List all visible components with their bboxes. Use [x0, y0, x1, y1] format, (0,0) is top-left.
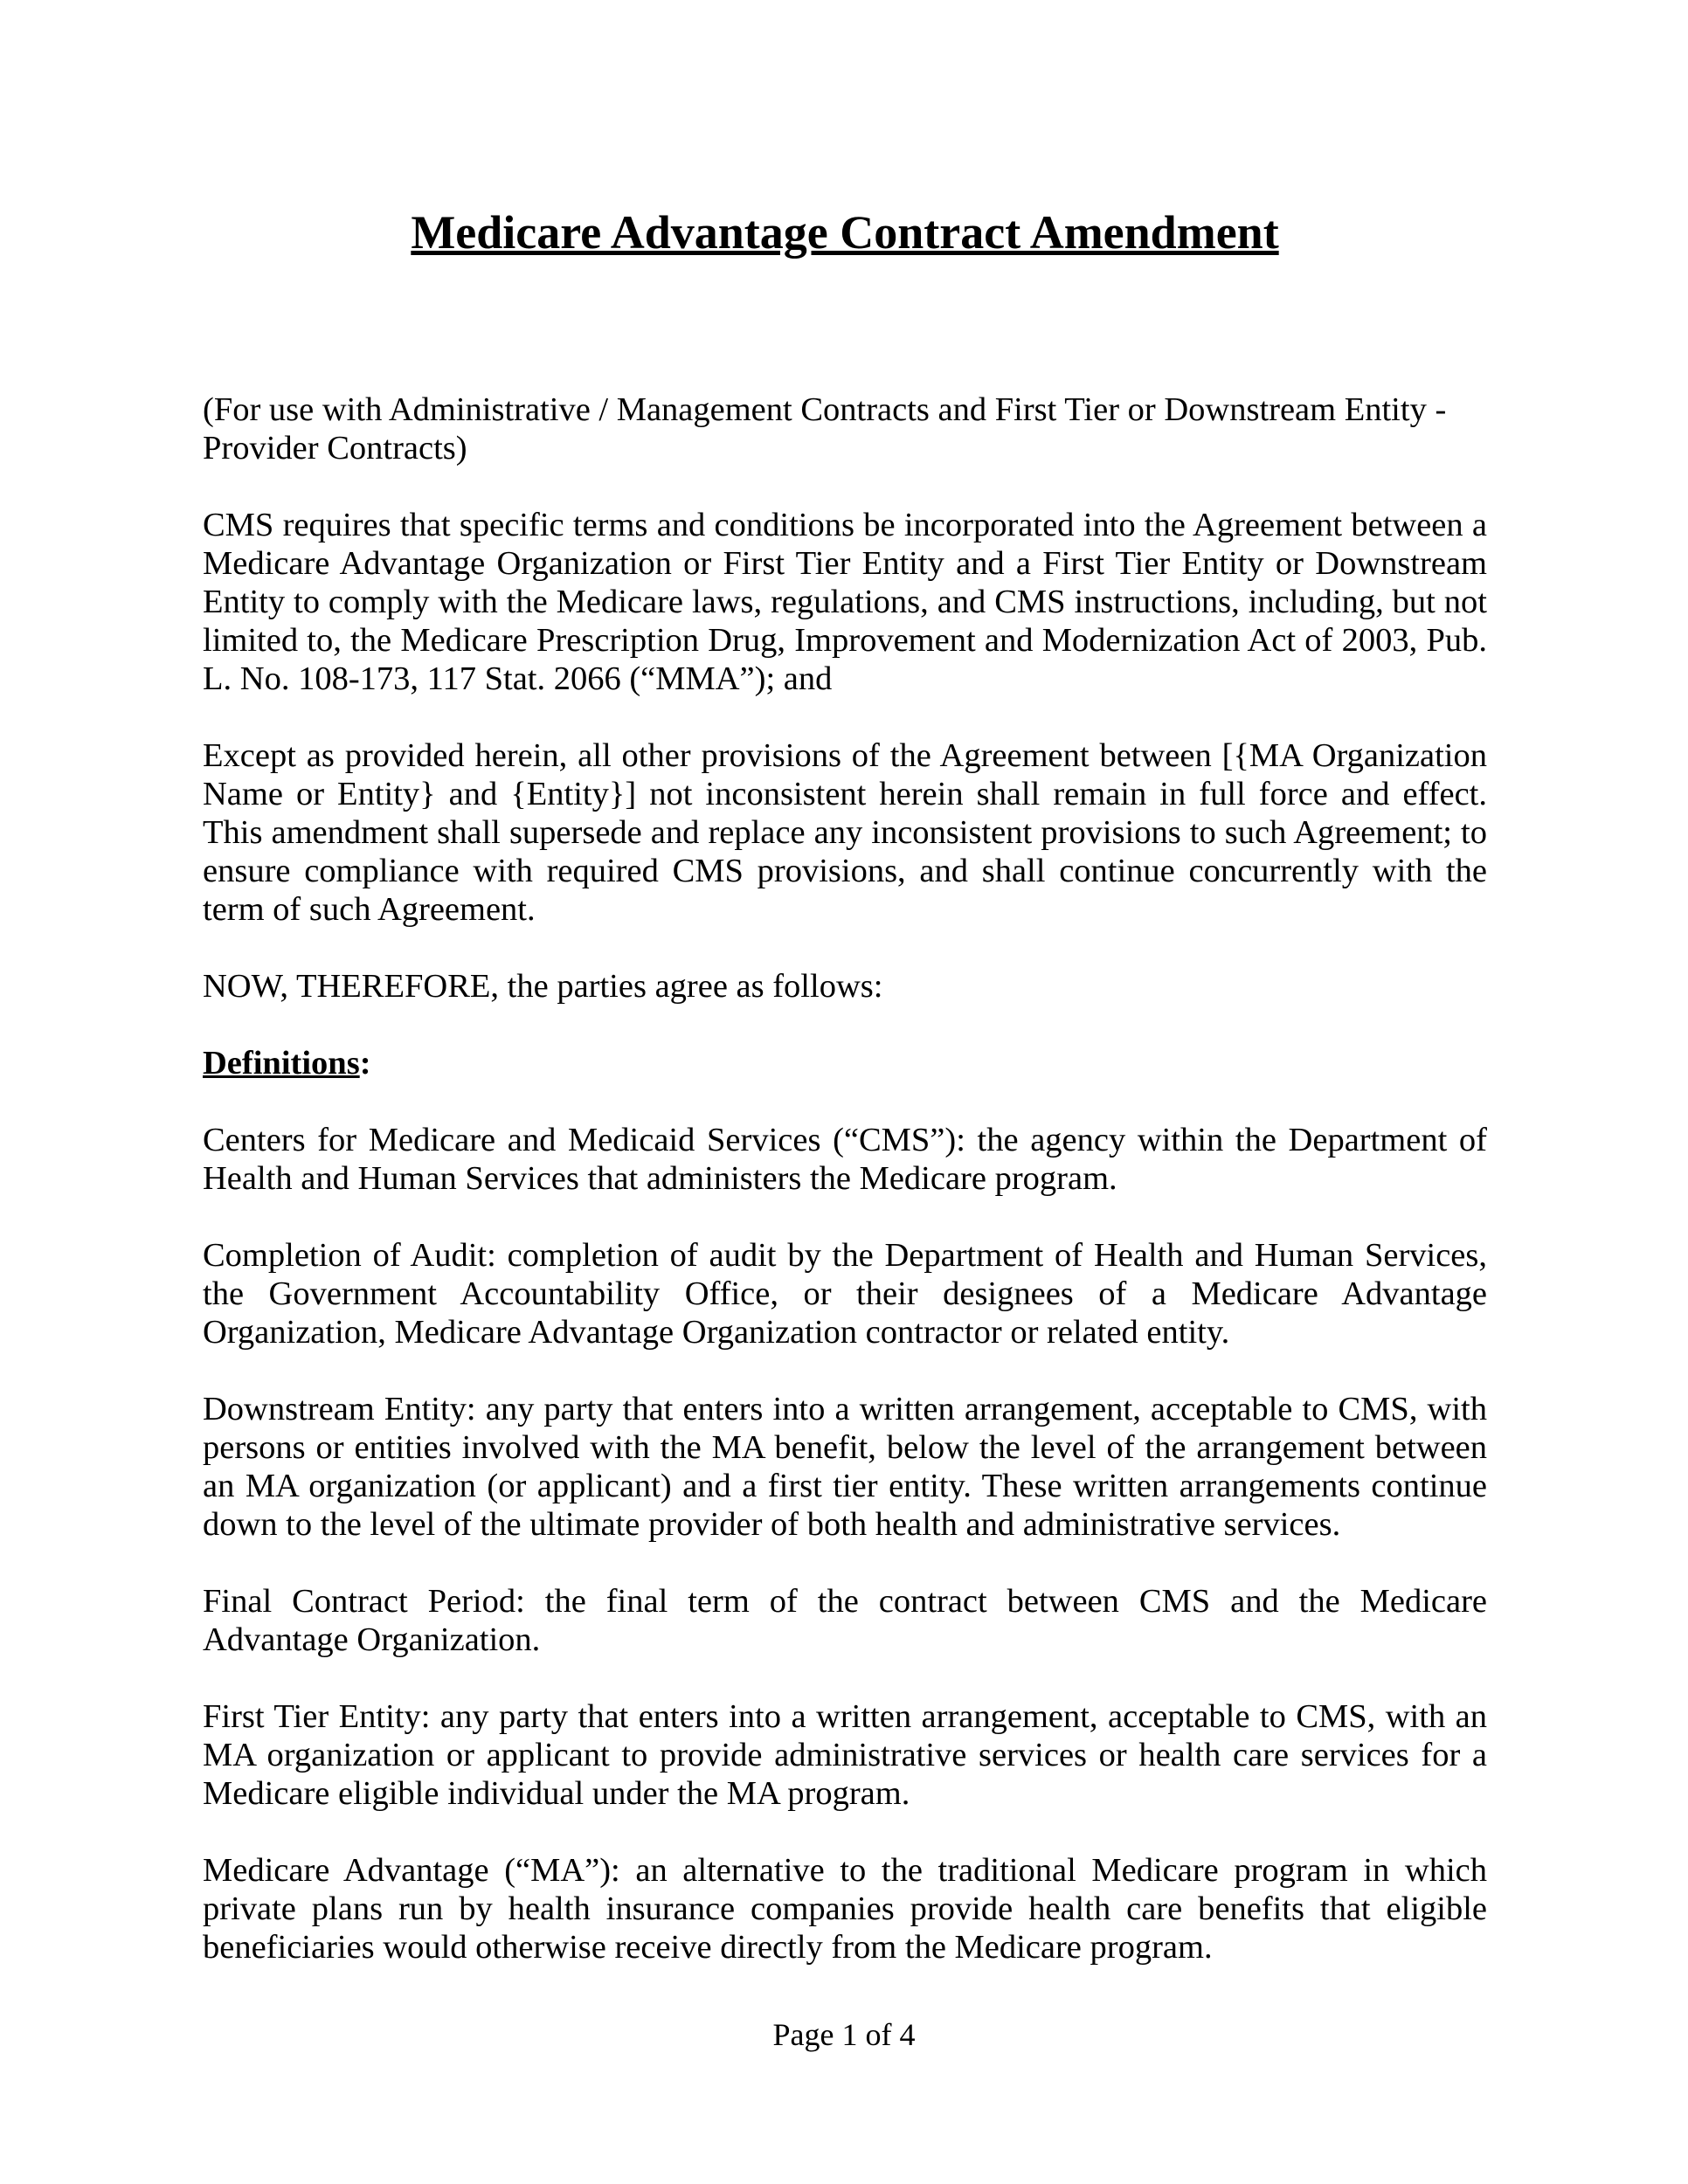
- definition-cms-paragraph: Centers for Medicare and Medicaid Services (“CMS”): the agency within the Department of Health and Human Services that administers the Medicare program.: [203, 1122, 1487, 1197]
- document-title: Medicare Advantage Contract Amendment: [411, 206, 1279, 259]
- definition-completion-of-audit-paragraph: Completion of Audit: completion of audit by the Department of Health and Human Services, the Government Accountability Office, or their designees of a Medicare Advantage Organization, Medicare Advantage Organization contractor or related entity.: [203, 1237, 1487, 1351]
- page-number: Page 1 of 4: [772, 2017, 916, 2052]
- cms-requirements-paragraph: CMS requires that specific terms and conditions be incorporated into the Agreement between a Medicare Advantage Organization or First Tier Entity and a First Tier Entity or Downstream Entity to comply with the Medicare laws, regulations, and CMS instructions, including, but not limited to, the Medicare Prescription Drug, Improvement and Modernization Act of 2003, Pub. L. No. 108-173, 117 Stat. 2066 (“MMA”); and: [203, 507, 1487, 697]
- definitions-heading-colon: :: [359, 1045, 371, 1082]
- definition-medicare-advantage-paragraph: Medicare Advantage (“MA”): an alternative to the traditional Medicare program in which private plans run by health insurance companies provide health care benefits that eligible beneficiaries would otherwise receive directly from the Medicare program.: [203, 1852, 1487, 1966]
- supersede-provisions-paragraph: Except as provided herein, all other provisions of the Agreement between [{MA Organization Name or Entity} and {Entity}] not inconsistent herein shall remain in full force and effect. This amendment shall supersede and replace any inconsistent provisions to such Agreement; to ensure compliance with required CMS provisions, and shall continue concurrently with the term of such Agreement.: [203, 737, 1487, 928]
- definitions-heading-text: Definitions: [203, 1045, 360, 1082]
- now-therefore-paragraph: NOW, THEREFORE, the parties agree as follows:: [203, 968, 883, 1005]
- definition-first-tier-entity-paragraph: First Tier Entity: any party that enters into a written arrangement, acceptable to CMS, with an MA organization or applicant to provide administrative services or health care services for a Medicare eligible individual under the MA program.: [203, 1698, 1487, 1812]
- usage-note-paragraph: (For use with Administrative / Management Contracts and First Tier or Downstream Entity - Provider Contracts): [203, 391, 1447, 467]
- definition-downstream-entity-paragraph: Downstream Entity: any party that enters into a written arrangement, acceptable to CMS, with persons or entities involved with the MA benefit, below the level of the arrangement between an MA organization (or applicant) and a first tier entity. These written arrangements continue down to the level of the ultimate provider of both health and administrative services.: [203, 1391, 1487, 1543]
- definition-final-contract-period-paragraph: Final Contract Period: the final term of the contract between CMS and the Medicare Advantage Organization.: [203, 1583, 1487, 1658]
- definitions-heading: [203, 1044, 1487, 1082]
